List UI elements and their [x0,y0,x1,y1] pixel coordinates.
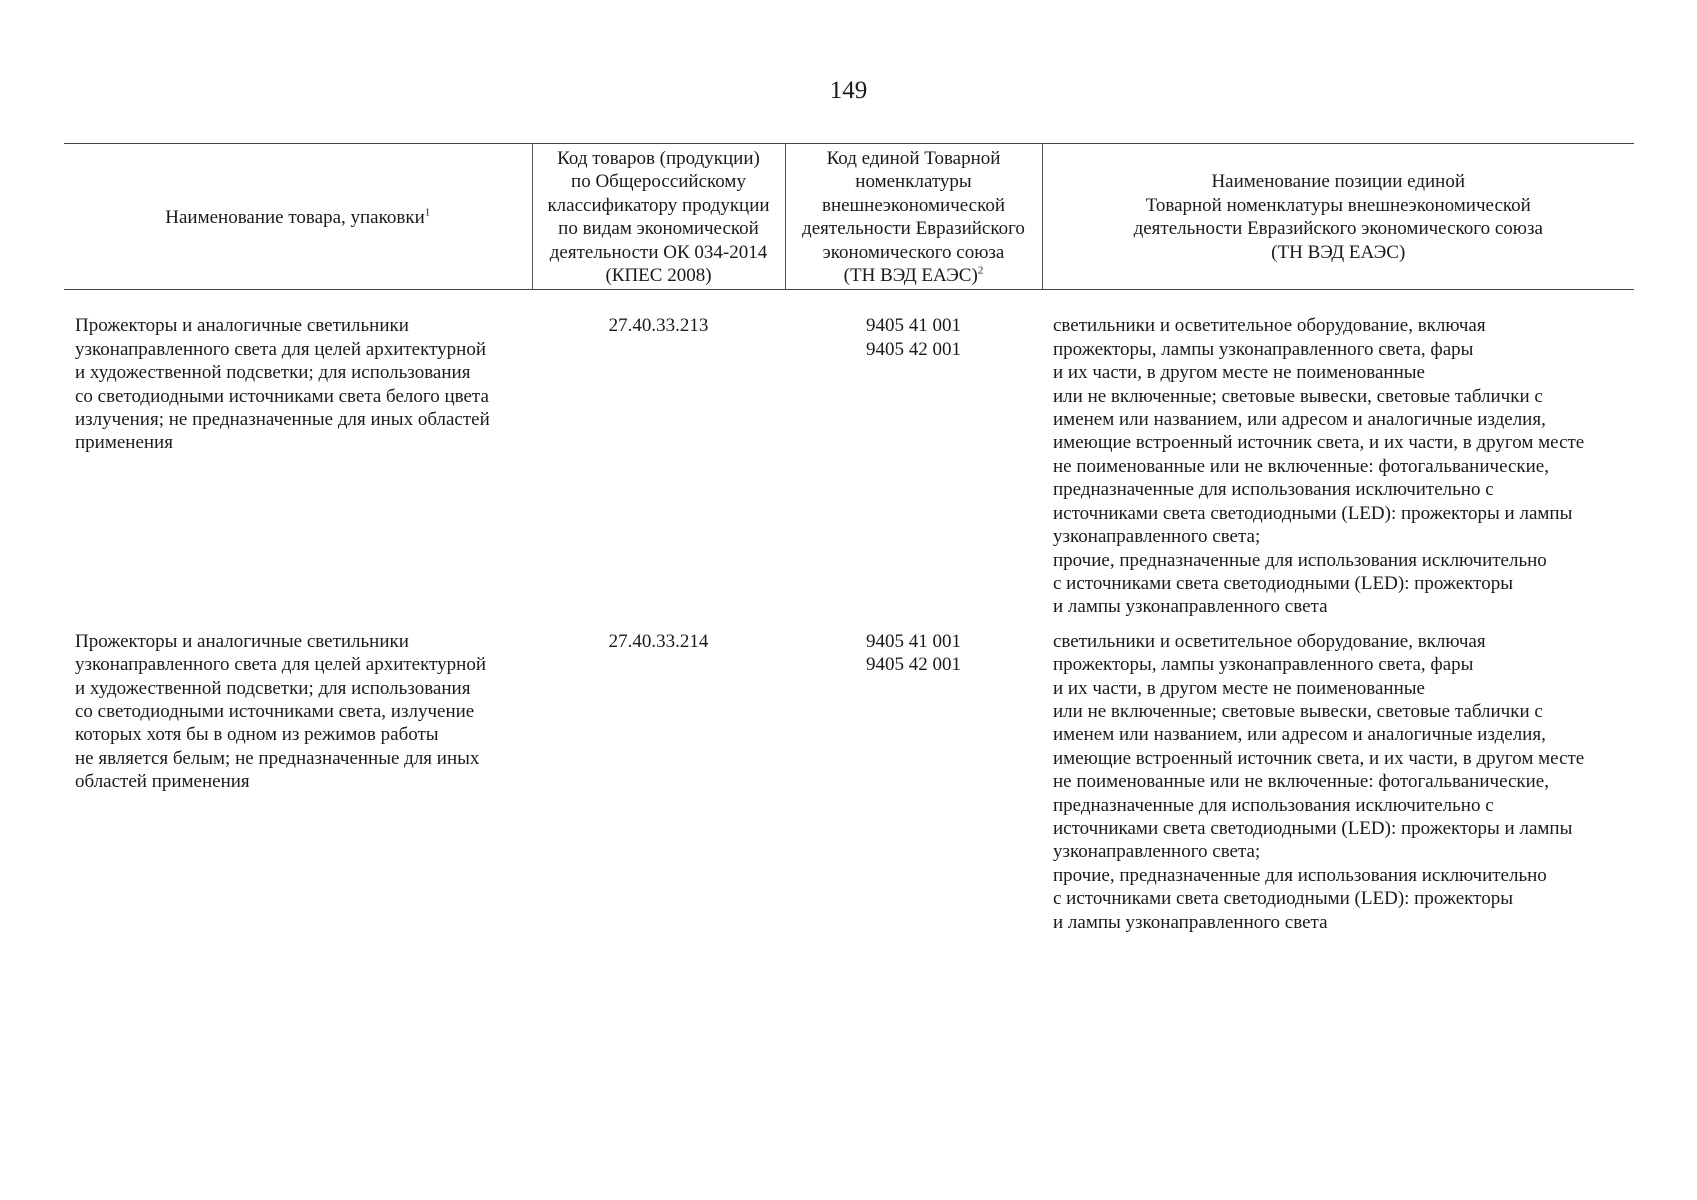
table-header [64,144,1634,290]
row-name-cell [64,619,532,934]
row-name: Прожекторы и аналогичные светильники узконаправленного света для целей архитектурной и художественной подсветки; для использования со светодиодными источниками света, излучение которых хотя бы в одном из режимов работы не является белым; не предназначенные для иных областей применения [75,630,486,793]
row-description-cell [1042,619,1634,934]
row-okpd-cell [532,290,785,619]
table-body [64,290,1634,934]
header-description-text: Наименование позиции единой Товарной номенклатуры внешнеэкономической деятельности Евразийского экономического союза (ТН ВЭД ЕАЭС) [1133,171,1543,263]
row-name: Прожекторы и аналогичные светильники узконаправленного света для целей архитектурной и художественной подсветки; для использования со светодиодными источниками света белого цвета излучения; не предназначенные для иных областей применения [75,315,490,454]
header-tnved-footnote: 2 [977,264,984,277]
row-okpd-code: 27.40.33.213 [608,315,709,337]
row-tnved-cell [785,290,1042,619]
header-description [1042,144,1634,290]
row-tnved-cell [785,619,1042,934]
row-description: светильники и осветительное оборудование, включая прожекторы, лампы узконаправленного света, фары и их части, в другом месте не поименованные или не включенные; световые вывески, световые таблички с именем или названием, или адресом и аналогичные изделия, имеющие встроенный источник света, и их части, в другом месте не поименованные или не включенные: фотогальванические, предназначенные для использования исключительно с источниками света светодиодными (LED): прожекторы и лампы узконаправленного света; прочие, предназначенные для использования исключительно с источниками света светодиодными (LED): прожекторы и лампы узконаправленного света [1053,315,1585,618]
header-okpd-text: Код товаров (продукции) по Общероссийскому классификатору продукции по видам экономической деятельности ОК 034-2014 (КПЕС 2008) [547,148,770,287]
header-tnved [785,144,1042,290]
row-okpd-cell [532,619,785,934]
goods-table [64,143,1634,934]
header-name-footnote: 1 [424,206,431,219]
row-description-cell [1042,290,1634,619]
table-row [64,290,1634,619]
header-okpd [532,144,785,290]
page-number: 149 [829,77,868,104]
row-description: светильники и осветительное оборудование, включая прожекторы, лампы узконаправленного света, фары и их части, в другом месте не поименованные или не включенные; световые вывески, световые таблички с именем или названием, или адресом и аналогичные изделия, имеющие встроенный источник света, и их части, в другом месте не поименованные или не включенные: фотогальванические, предназначенные для использования исключительно с источниками света светодиодными (LED): прожекторы и лампы узконаправленного света; прочие, предназначенные для использования исключительно с источниками света светодиодными (LED): прожекторы и лампы узконаправленного света [1053,630,1585,933]
row-name-cell [64,290,532,619]
row-tnved-codes: 9405 41 001 9405 42 001 [866,630,961,676]
header-row [64,144,1634,290]
table-row [64,619,1634,934]
header-name [64,144,532,290]
row-okpd-code: 27.40.33.214 [608,630,709,652]
row-tnved-codes: 9405 41 001 9405 42 001 [866,315,961,360]
header-name-text: Наименование товара, упаковки [165,206,425,228]
header-tnved-text: Код единой Товарной номенклатуры внешнеэкономической деятельности Евразийского экономического союза (ТН ВЭД ЕАЭС) [802,148,1025,287]
